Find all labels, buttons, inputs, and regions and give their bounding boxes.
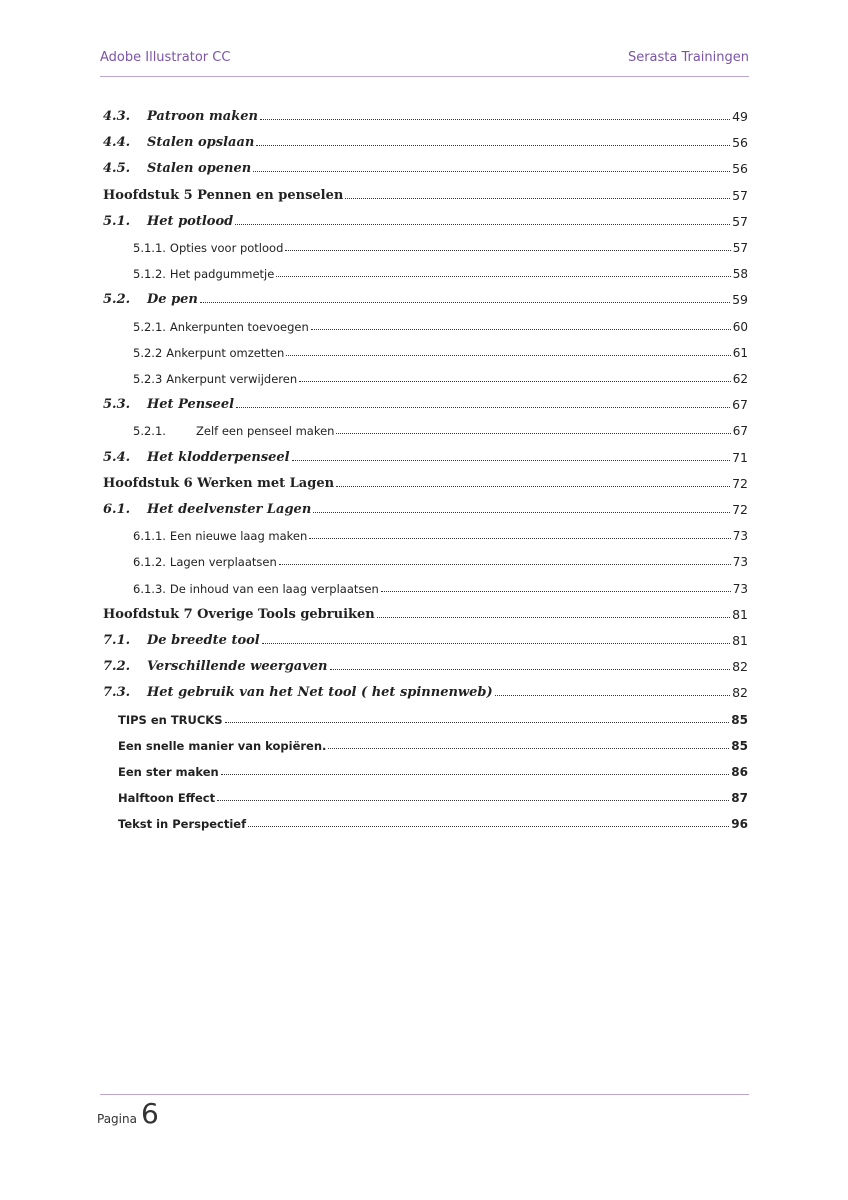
toc-entry-title: Het padgummetje (169, 267, 275, 282)
toc-entry-page: 86 (731, 765, 748, 779)
toc-entry-title: Ankerpunt omzetten (166, 345, 285, 360)
dot-leader (495, 689, 730, 696)
toc-entry[interactable] (103, 648, 748, 674)
toc-entry-number: 5.2.2 (133, 345, 163, 360)
page-footer (97, 1097, 159, 1130)
toc-entry-page: 82 (732, 659, 748, 675)
dot-leader (377, 611, 730, 618)
header-title-left: Adobe Illustrator CC (100, 50, 231, 65)
toc-entry[interactable] (103, 465, 748, 491)
toc-entry-number: 5.2.1. (133, 424, 166, 439)
toc-entry-title: Een nieuwe laag maken (169, 529, 308, 544)
toc-entry-title: Patroon maken (147, 109, 258, 124)
dot-leader (279, 558, 731, 565)
toc-entry-number: 4.5. (103, 161, 131, 177)
toc-entry-page: 71 (732, 449, 748, 465)
toc-entry-number: 5.1.2. (133, 267, 166, 282)
toc-entry-page: 67 (732, 424, 748, 439)
toc-entry-title: Hoofdstuk 5 Pennen en penselen (103, 187, 344, 203)
toc-entry-page: 85 (731, 712, 748, 727)
toc-entry[interactable] (103, 622, 748, 648)
toc-entry[interactable] (103, 124, 748, 150)
dot-leader (381, 585, 731, 592)
toc-entry[interactable] (103, 177, 748, 203)
dot-leader (345, 192, 730, 199)
toc-entry-page: 56 (732, 161, 748, 177)
toc-entry-page: 82 (732, 685, 748, 701)
dot-leader (225, 716, 730, 723)
toc-entry[interactable] (118, 727, 748, 753)
toc-entry-title: De inhoud van een laag verplaatsen (169, 581, 379, 596)
dot-leader (235, 218, 730, 225)
dot-leader (276, 270, 730, 277)
toc-entry-title: TIPS en TRUCKS (118, 712, 223, 727)
toc-entry-number: 6.1. (103, 502, 131, 517)
page-header (100, 50, 749, 72)
toc-entry[interactable] (103, 386, 748, 412)
toc-entry[interactable] (118, 779, 748, 805)
dot-leader (256, 139, 730, 146)
toc-entry-number: 4.3. (103, 109, 131, 124)
toc-entry-page: 57 (732, 241, 748, 255)
toc-entry-title: De pen (147, 292, 198, 308)
footer-page-number: 6 (140, 1097, 159, 1130)
toc-entry[interactable] (133, 308, 748, 334)
toc-entry-title: Stalen openen (147, 161, 252, 177)
dot-leader (336, 427, 730, 434)
dot-leader (200, 296, 730, 303)
toc-entry-page: 60 (732, 319, 748, 334)
toc-entry[interactable] (103, 674, 748, 700)
toc-entry-page: 81 (732, 633, 748, 648)
dot-leader (221, 768, 730, 775)
toc-entry-title: Stalen opslaan (147, 135, 255, 151)
dot-leader (311, 323, 731, 330)
toc-entry-page: 87 (731, 791, 748, 806)
toc-entry-number: 5.2.1. (133, 319, 166, 334)
toc-entry[interactable] (103, 98, 748, 124)
toc-entry-title: Een snelle manier van kopiëren. (118, 738, 327, 753)
toc-entry-number: 7.3. (103, 685, 131, 701)
toc-entry-number: 6.1.2. (133, 555, 166, 570)
dot-leader (330, 663, 731, 670)
toc-entry-page: 61 (732, 345, 748, 360)
toc-entry-page: 72 (732, 502, 748, 517)
toc-entry[interactable] (133, 334, 748, 360)
toc-entry-number: 4.4. (103, 135, 131, 151)
dot-leader (313, 506, 730, 513)
toc-entry-number: 5.2.3 (133, 372, 163, 386)
toc-entry-page: 49 (732, 109, 748, 124)
header-rule (100, 76, 749, 77)
toc-entry-title: Het potlood (147, 213, 234, 229)
toc-entry-page: 73 (732, 555, 748, 570)
toc-entry-page: 59 (732, 292, 748, 308)
toc-entry[interactable] (103, 150, 748, 176)
toc-entry-number: 5.3. (103, 397, 131, 413)
toc-entry-title: Lagen verplaatsen (169, 555, 277, 570)
dot-leader (292, 454, 730, 461)
toc-entry-page: 73 (732, 529, 748, 544)
toc-entry-title: Halftoon Effect (118, 791, 216, 806)
toc-entry[interactable] (133, 570, 748, 596)
dot-leader (309, 532, 730, 539)
toc-entry-number: 5.1. (103, 213, 131, 229)
toc-entry[interactable] (118, 753, 748, 779)
toc-entry-number: 5.2. (103, 292, 131, 308)
toc-entry-page: 85 (731, 738, 748, 753)
toc-entry-title: Een ster maken (118, 765, 219, 779)
toc-entry[interactable] (118, 701, 748, 727)
dot-leader (262, 637, 730, 644)
toc-entry-number: 7.1. (103, 633, 131, 648)
toc-entry-title: Ankerpunten toevoegen (169, 319, 309, 334)
toc-entry-title: Opties voor potlood (169, 241, 284, 255)
toc-entry-number: 5.1.1. (133, 241, 166, 255)
toc-entry-page: 96 (731, 817, 748, 832)
toc-entry[interactable] (133, 412, 748, 438)
toc-entry[interactable] (133, 229, 748, 255)
dot-leader (328, 742, 729, 749)
toc-entry-title: Verschillende weergaven (147, 659, 328, 675)
toc-entry[interactable] (118, 805, 748, 831)
toc-entry-page: 62 (732, 372, 748, 386)
dot-leader (336, 480, 730, 487)
toc-entry[interactable] (103, 439, 748, 465)
toc-entry-page: 73 (732, 581, 748, 596)
toc-entry-number: 6.1.1. (133, 529, 166, 544)
toc-entry[interactable] (103, 203, 748, 229)
toc-entry-title: Het gebruik van het Net tool ( het spinnenweb) (147, 685, 493, 701)
toc-entry[interactable] (103, 491, 748, 517)
toc-entry-page: 81 (732, 606, 748, 622)
footer-rule (100, 1094, 749, 1095)
toc-entry-page: 57 (732, 187, 748, 203)
toc-entry-number: 7.2. (103, 659, 131, 675)
toc-entry[interactable] (133, 255, 748, 281)
toc-entry[interactable] (133, 360, 748, 386)
toc-entry-title: De breedte tool (147, 633, 260, 648)
dot-leader (260, 113, 730, 120)
toc-entry-page: 72 (732, 475, 748, 491)
toc-entry-title: Tekst in Perspectief (118, 817, 247, 832)
toc-entry-page: 58 (732, 267, 748, 282)
toc-entry-title: Het Penseel (147, 397, 235, 413)
toc-entry-title: Het deelvenster Lagen (147, 502, 312, 517)
toc-entry[interactable] (103, 281, 748, 307)
toc-entry-page: 56 (732, 135, 748, 151)
toc-entry-title: Hoofdstuk 7 Overige Tools gebruiken (103, 606, 375, 622)
dot-leader (236, 401, 730, 408)
toc-entry[interactable] (103, 596, 748, 622)
dot-leader (299, 375, 731, 382)
toc-entry[interactable] (133, 543, 748, 569)
footer-page-label: Pagina (97, 1112, 137, 1126)
dot-leader (286, 349, 730, 356)
toc-entry-number: 6.1.3. (133, 581, 166, 596)
toc-entry-title: Hoofdstuk 6 Werken met Lagen (103, 475, 335, 491)
dot-leader (285, 244, 730, 251)
dot-leader (248, 820, 729, 827)
dot-leader (217, 794, 729, 801)
header-title-right: Serasta Trainingen (627, 50, 749, 65)
toc-entry-title: Ankerpunt verwijderen (166, 372, 298, 386)
toc-entry[interactable] (133, 517, 748, 543)
toc-entry-number: 5.4. (103, 449, 131, 465)
toc-entry-page: 67 (732, 397, 748, 413)
dot-leader (253, 165, 730, 172)
toc-entry-title: Zelf een penseel maken (196, 424, 335, 439)
toc-entry-page: 57 (732, 213, 748, 229)
toc-entry-title: Het klodderpenseel (147, 449, 290, 465)
